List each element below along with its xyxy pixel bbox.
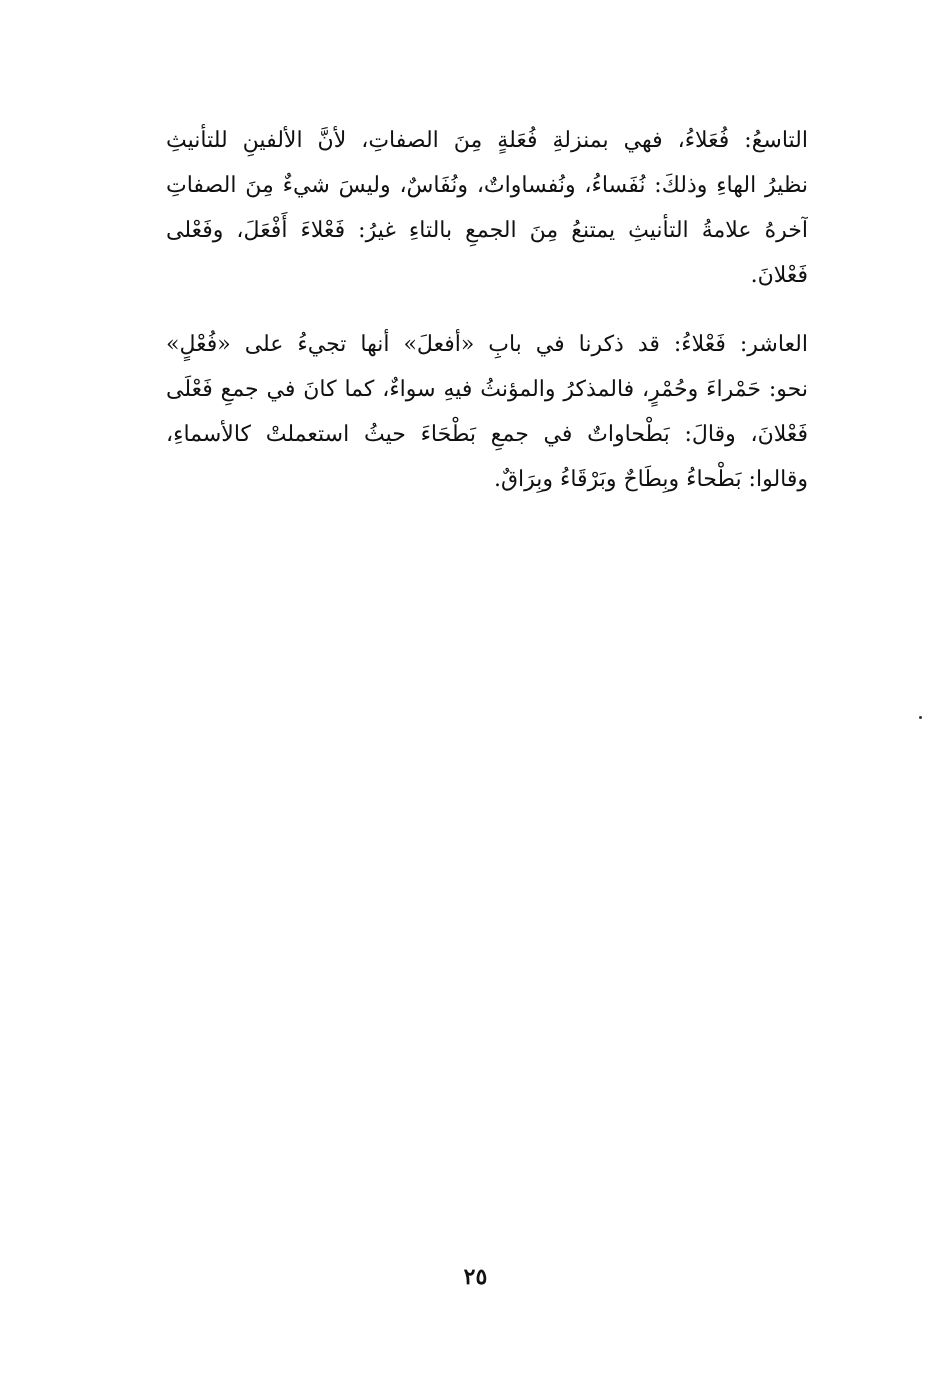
text-line: نحو: حَمْراءَ وحُمْرٍ، فالمذكرُ والمؤنثُ فيهِ سواءٌ، كما كانَ في جمعِ فَعْلَى — [166, 377, 808, 402]
scan-speck — [919, 716, 922, 719]
text-line: نظيرُ الهاءِ وذلكَ: نُفَساءُ، ونُفساواتٌ، ونُفَاسٌ، وليسَ شيءٌ مِنَ الصفاتِ — [166, 173, 808, 198]
text-line: فَعْلانَ، وقالَ: بَطْحاواتٌ في جمعِ بَطْحَاءَ حيثُ استعملتْ كالأسماءِ، — [166, 422, 808, 447]
paragraph-tenth — [166, 322, 808, 502]
paragraph-ninth — [166, 118, 808, 298]
page-number: ٢٥ — [463, 1264, 488, 1290]
text-line: فَعْلانَ. — [750, 263, 808, 288]
text-line: آخرهُ علامةُ التأنيثِ يمتنعُ مِنَ الجمعِ بالتاءِ غيرُ: فَعْلاءَ أَفْعَلَ، وفَعْلى — [166, 218, 808, 243]
text-line: العاشر: فَعْلاءُ: قد ذكرنا في بابِ «أفعلَ» أنها تجيءُ على «فُعْلٍ» — [166, 332, 808, 357]
text-line: وقالوا: بَطْحاءُ وبِطَاحٌ وبَرْقَاءُ وبِرَاقٌ. — [493, 467, 808, 492]
text-line: التاسعُ: فُعَلاءُ، فهي بمنزلةِ فُعَلةٍ مِنَ الصفاتِ، لأنَّ الألفينِ للتأنيثِ — [166, 128, 808, 153]
